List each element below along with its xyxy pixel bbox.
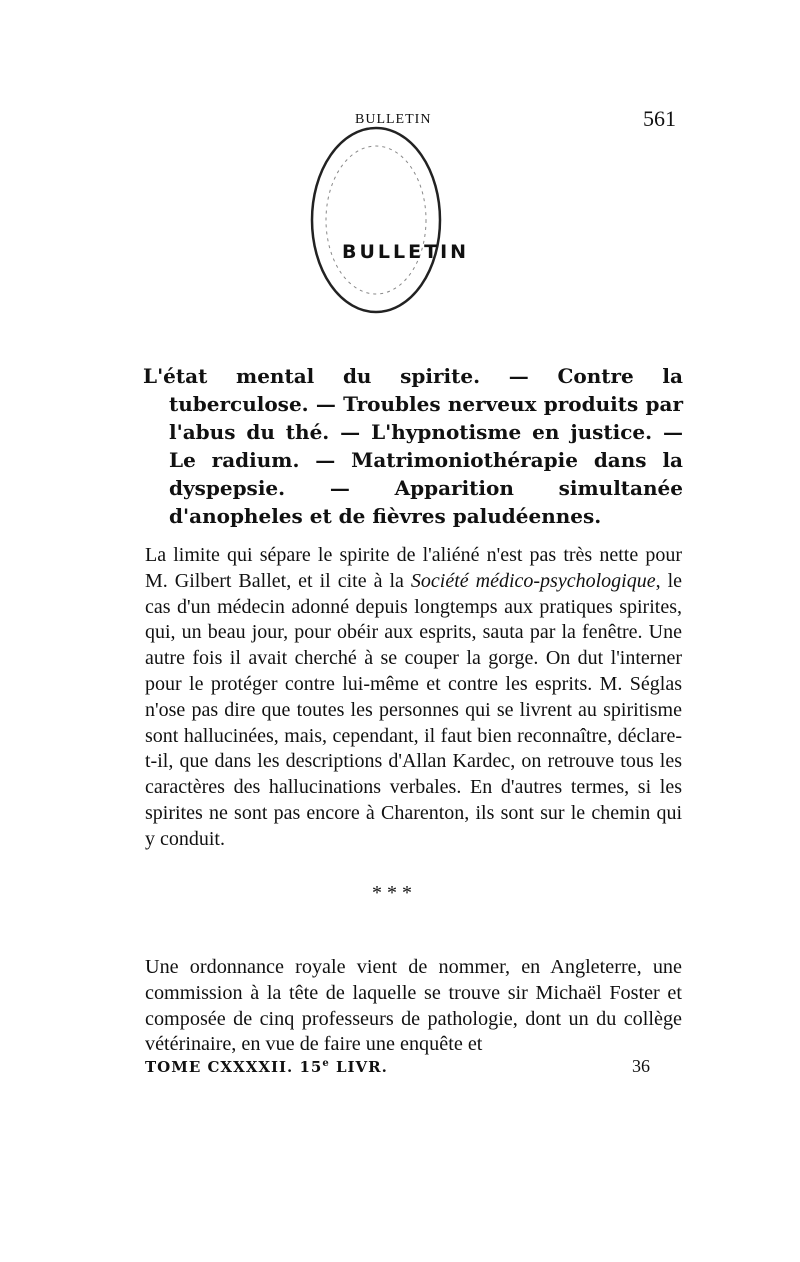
- livraison-text: LIVR.: [329, 1058, 388, 1076]
- paragraph-text: La limite qui sépare le spirite de l'aliéné n'est pas très nette pour M. Gilbert Ballet, et il cite à la: [145, 544, 682, 592]
- library-stamp: [306, 118, 470, 323]
- article-summary: L'état mental du spirite. — Contre la tuberculose. — Troubles nerveux produits par l'abus du thé. — L'hypnotisme en justice. — Le radium. — Matrimoniothérapie dans la dyspepsie. — Apparition simultanée d'anopheles et de fièvres paludéennes.: [143, 364, 683, 528]
- running-title: BULLETIN: [355, 112, 432, 127]
- signature-mark: 36: [632, 1056, 650, 1076]
- stamp-text: BULLETIN: [342, 241, 470, 263]
- footer-volume: [145, 1058, 388, 1076]
- volume-text: TOME CXXXXII. 15: [145, 1058, 323, 1076]
- paragraph-commission: Une ordonnance royale vient de nommer, en Angleterre, une commission à la tête de laquelle se trouve sir Michaël Foster et composée de cinq professeurs de pathologie, dont un du collège vétérinaire, en vue de faire une enquête et: [145, 956, 682, 1056]
- paragraph-text: , le cas d'un médecin adonné depuis longtemps aux pratiques spirites, qui, un beau jour, pour obéir aux esprits, sauta par la fenêtre. Une autre fois il avait cherché à se couper la gorge. On dut l'interner pour le protéger contre lui-même et contre les esprits. M. Séglas n'ose pas dire que toutes les personnes qui se livrent au spiritisme sont hallucinées, mais, cependant, il faut bien reconnaître, déclare-t-il, que dans les descriptions d'Allan Kardec, on retrouve tous les caractères des hallucinations verbales. En d'autres termes, si les spirites ne sont pas encore à Charenton, ils sont sur le chemin qui y conduit.: [145, 569, 683, 850]
- journal-title: Société médico-psychologique: [410, 569, 656, 592]
- page-number: 561: [643, 106, 676, 131]
- paragraph-spirite: [145, 543, 682, 853]
- ordinal-suffix: e: [322, 1058, 330, 1069]
- section-separator: * * *: [372, 882, 412, 904]
